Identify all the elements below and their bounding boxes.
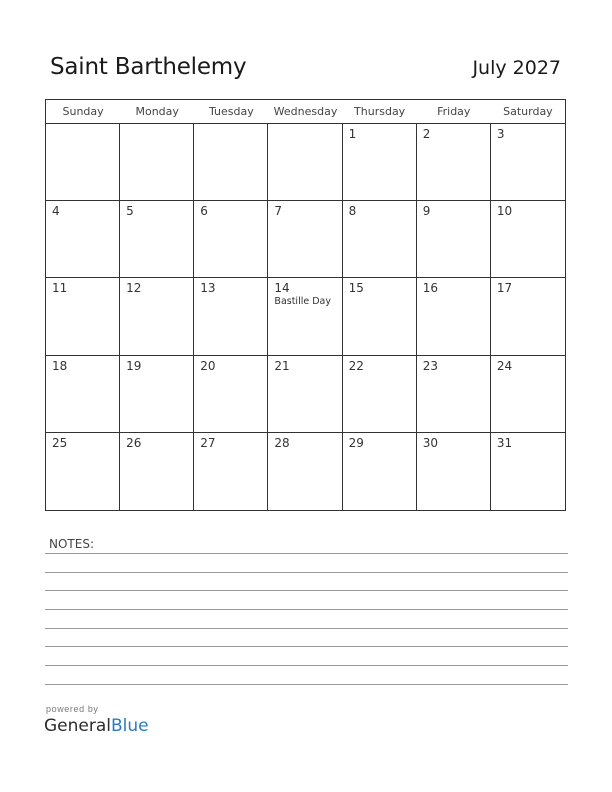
day-cell bbox=[46, 201, 120, 278]
weekday-thursday: Thursday bbox=[354, 105, 406, 118]
day-cell bbox=[417, 356, 491, 433]
calendar-month: July 2027 bbox=[472, 57, 561, 79]
calendar-title: Saint Barthelemy bbox=[50, 54, 247, 80]
day-number: 1 bbox=[348, 127, 357, 141]
note-line bbox=[45, 646, 568, 647]
weekday-wednesday: Wednesday bbox=[273, 105, 338, 118]
weekday-sunday: Sunday bbox=[62, 105, 104, 118]
day-number: 22 bbox=[348, 358, 364, 373]
day-number: 6 bbox=[200, 204, 208, 219]
note-line bbox=[45, 590, 568, 591]
day-cell bbox=[194, 201, 268, 278]
weekday-friday: Friday bbox=[437, 105, 471, 118]
day-number: 30 bbox=[422, 435, 438, 450]
day-number: 14 bbox=[274, 281, 290, 296]
day-number: 17 bbox=[496, 281, 513, 296]
weekday-saturday: Saturday bbox=[503, 105, 553, 118]
note-line bbox=[45, 572, 568, 573]
day-number: 20 bbox=[200, 358, 216, 373]
day-cell bbox=[120, 278, 194, 355]
note-line bbox=[45, 628, 568, 629]
calendar-grid bbox=[45, 99, 566, 511]
day-number: 13 bbox=[200, 281, 216, 296]
day-grid bbox=[46, 124, 565, 510]
day-cell bbox=[194, 124, 268, 201]
note-line bbox=[45, 553, 568, 554]
day-cell bbox=[120, 433, 194, 510]
day-cell bbox=[417, 201, 491, 278]
day-cell bbox=[120, 124, 194, 201]
day-cell bbox=[343, 124, 417, 201]
day-number: 7 bbox=[274, 204, 283, 219]
day-cell bbox=[120, 356, 194, 433]
day-number: 24 bbox=[496, 358, 513, 373]
day-number: 21 bbox=[274, 358, 290, 373]
brand-logo bbox=[44, 716, 149, 736]
day-cell bbox=[46, 356, 120, 433]
day-number: 9 bbox=[422, 204, 431, 219]
day-number: 28 bbox=[274, 435, 290, 450]
day-cell bbox=[491, 278, 565, 355]
day-number: 16 bbox=[422, 281, 438, 296]
day-cell bbox=[46, 278, 120, 355]
day-cell bbox=[268, 201, 342, 278]
weekday-tuesday: Tuesday bbox=[208, 105, 254, 118]
day-cell bbox=[343, 201, 417, 278]
note-line bbox=[45, 684, 568, 685]
powered-by-text: powered by bbox=[46, 704, 99, 714]
brand-blue: Blue bbox=[111, 716, 149, 736]
holiday-label: Bastille Day bbox=[274, 296, 331, 308]
day-cell bbox=[343, 356, 417, 433]
day-cell bbox=[268, 124, 342, 201]
day-number: 25 bbox=[52, 435, 68, 450]
brand-general: General bbox=[44, 716, 111, 736]
note-line bbox=[45, 609, 568, 610]
day-number: 12 bbox=[126, 281, 142, 296]
day-cell bbox=[194, 356, 268, 433]
day-cell bbox=[194, 433, 268, 510]
day-cell bbox=[120, 201, 194, 278]
day-number: 10 bbox=[496, 204, 513, 219]
day-cell bbox=[491, 201, 565, 278]
note-line bbox=[45, 665, 568, 666]
day-cell bbox=[268, 278, 342, 355]
day-number: 2 bbox=[422, 127, 431, 141]
day-cell bbox=[268, 356, 342, 433]
day-number: 29 bbox=[348, 435, 364, 450]
day-cell bbox=[46, 433, 120, 510]
day-cell bbox=[343, 433, 417, 510]
day-number: 27 bbox=[200, 435, 216, 450]
day-cell bbox=[417, 278, 491, 355]
day-number: 26 bbox=[126, 435, 142, 450]
day-cell bbox=[268, 433, 342, 510]
day-cell bbox=[46, 124, 120, 201]
day-number: 3 bbox=[496, 127, 505, 141]
weekday-monday: Monday bbox=[135, 105, 179, 118]
day-number: 11 bbox=[52, 281, 68, 296]
day-cell bbox=[194, 278, 268, 355]
day-number: 5 bbox=[126, 204, 134, 219]
day-cell bbox=[343, 278, 417, 355]
day-cell bbox=[491, 356, 565, 433]
day-number: 4 bbox=[52, 204, 60, 219]
day-number: 31 bbox=[496, 435, 513, 450]
weekday-header-row bbox=[46, 100, 565, 124]
day-number: 8 bbox=[348, 204, 357, 219]
day-number: 23 bbox=[422, 358, 438, 373]
day-number: 18 bbox=[52, 358, 68, 373]
day-cell bbox=[491, 124, 565, 201]
day-cell bbox=[417, 433, 491, 510]
day-cell bbox=[491, 433, 565, 510]
notes-label: NOTES: bbox=[49, 537, 94, 551]
day-number: 15 bbox=[348, 281, 364, 296]
day-cell bbox=[417, 124, 491, 201]
day-number: 19 bbox=[126, 358, 142, 373]
